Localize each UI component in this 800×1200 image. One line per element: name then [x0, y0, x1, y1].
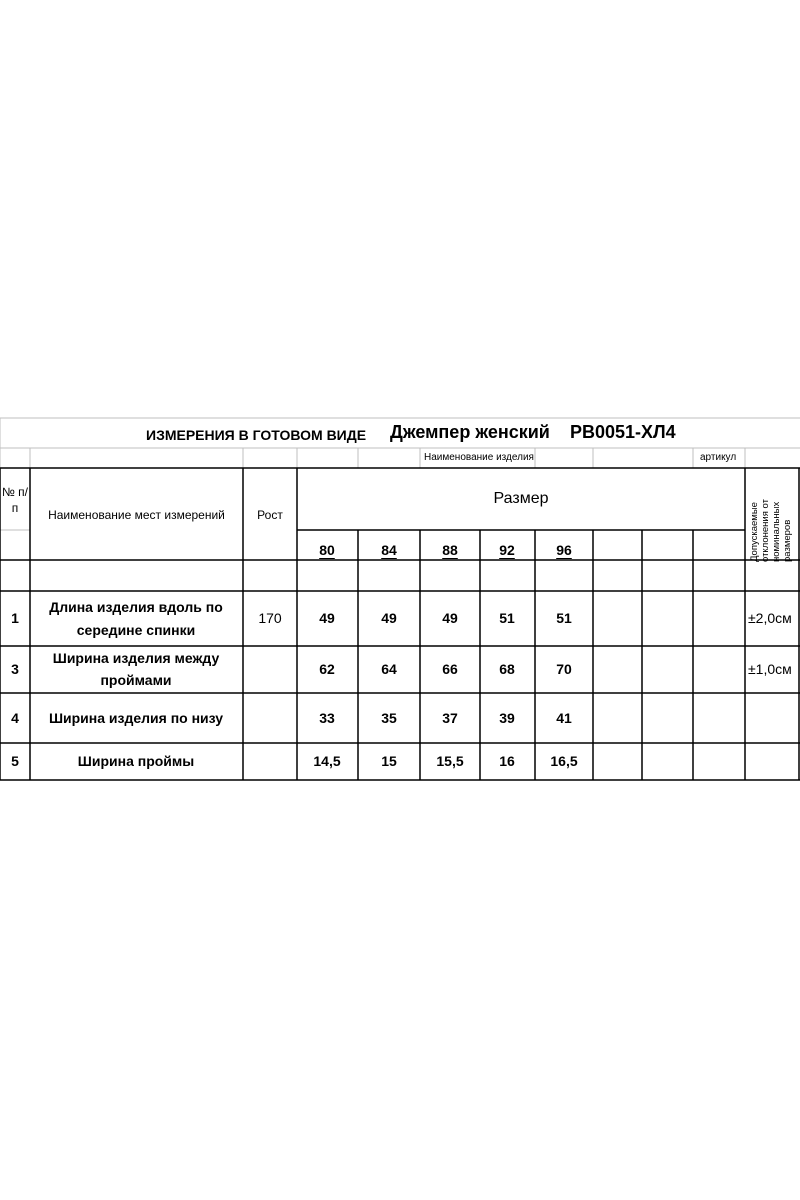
tolerance-value: ±2,0см — [748, 610, 792, 626]
product-name-caption: Наименование изделия — [424, 452, 534, 463]
product-name: Джемпер женский — [390, 422, 550, 442]
row-number: 5 — [11, 753, 19, 769]
size-header: 84 — [381, 542, 397, 558]
size-value: 51 — [499, 610, 515, 626]
size-value: 68 — [499, 661, 515, 677]
height-value: 170 — [258, 610, 282, 626]
column-header-size: Размер — [493, 490, 549, 507]
column-header-height: Рост — [257, 508, 283, 522]
measurement-name: Длина изделия вдоль по — [49, 599, 223, 615]
measurement-name: Ширина изделия между — [52, 650, 220, 666]
measurement-name-cont: проймами — [100, 672, 172, 688]
size-header: 96 — [556, 542, 572, 558]
measurement-name-cont: середине спинки — [76, 622, 196, 638]
size-value: 66 — [442, 661, 458, 677]
tolerance-value: ±1,0см — [748, 661, 792, 677]
row-number: 3 — [11, 661, 19, 677]
size-value: 33 — [319, 710, 335, 726]
size-value: 37 — [442, 710, 458, 726]
row-number: 1 — [11, 610, 19, 626]
size-value: 16,5 — [550, 753, 578, 769]
size-value: 15,5 — [436, 753, 464, 769]
size-value: 64 — [381, 661, 397, 677]
size-value: 41 — [556, 710, 572, 726]
size-value: 14,5 — [313, 753, 341, 769]
column-header-tolerance: Допускаемые отклонения от номинальных размеров — [749, 499, 793, 562]
column-header-number: № п/п — [1, 485, 29, 515]
article-code: РВ0051-ХЛ4 — [570, 422, 676, 442]
size-header: 88 — [442, 542, 458, 558]
column-header-place: Наименование мест измерений — [48, 508, 225, 522]
row-number: 4 — [11, 710, 19, 726]
size-header: 92 — [499, 542, 515, 558]
measurement-name: Ширина изделия по низу — [48, 710, 224, 726]
size-value: 49 — [442, 610, 458, 626]
measurement-name: Ширина проймы — [77, 753, 195, 769]
sheet-title: ИЗМЕРЕНИЯ В ГОТОВОМ ВИДЕ — [146, 427, 367, 443]
size-value: 49 — [381, 610, 397, 626]
size-header: 80 — [319, 542, 335, 558]
size-value: 51 — [556, 610, 572, 626]
size-value: 15 — [381, 753, 397, 769]
size-value: 49 — [319, 610, 335, 626]
size-value: 70 — [556, 661, 572, 677]
article-caption: артикул — [700, 452, 737, 463]
size-value: 35 — [381, 710, 397, 726]
size-value: 39 — [499, 710, 515, 726]
size-value: 16 — [499, 753, 515, 769]
size-value: 62 — [319, 661, 335, 677]
